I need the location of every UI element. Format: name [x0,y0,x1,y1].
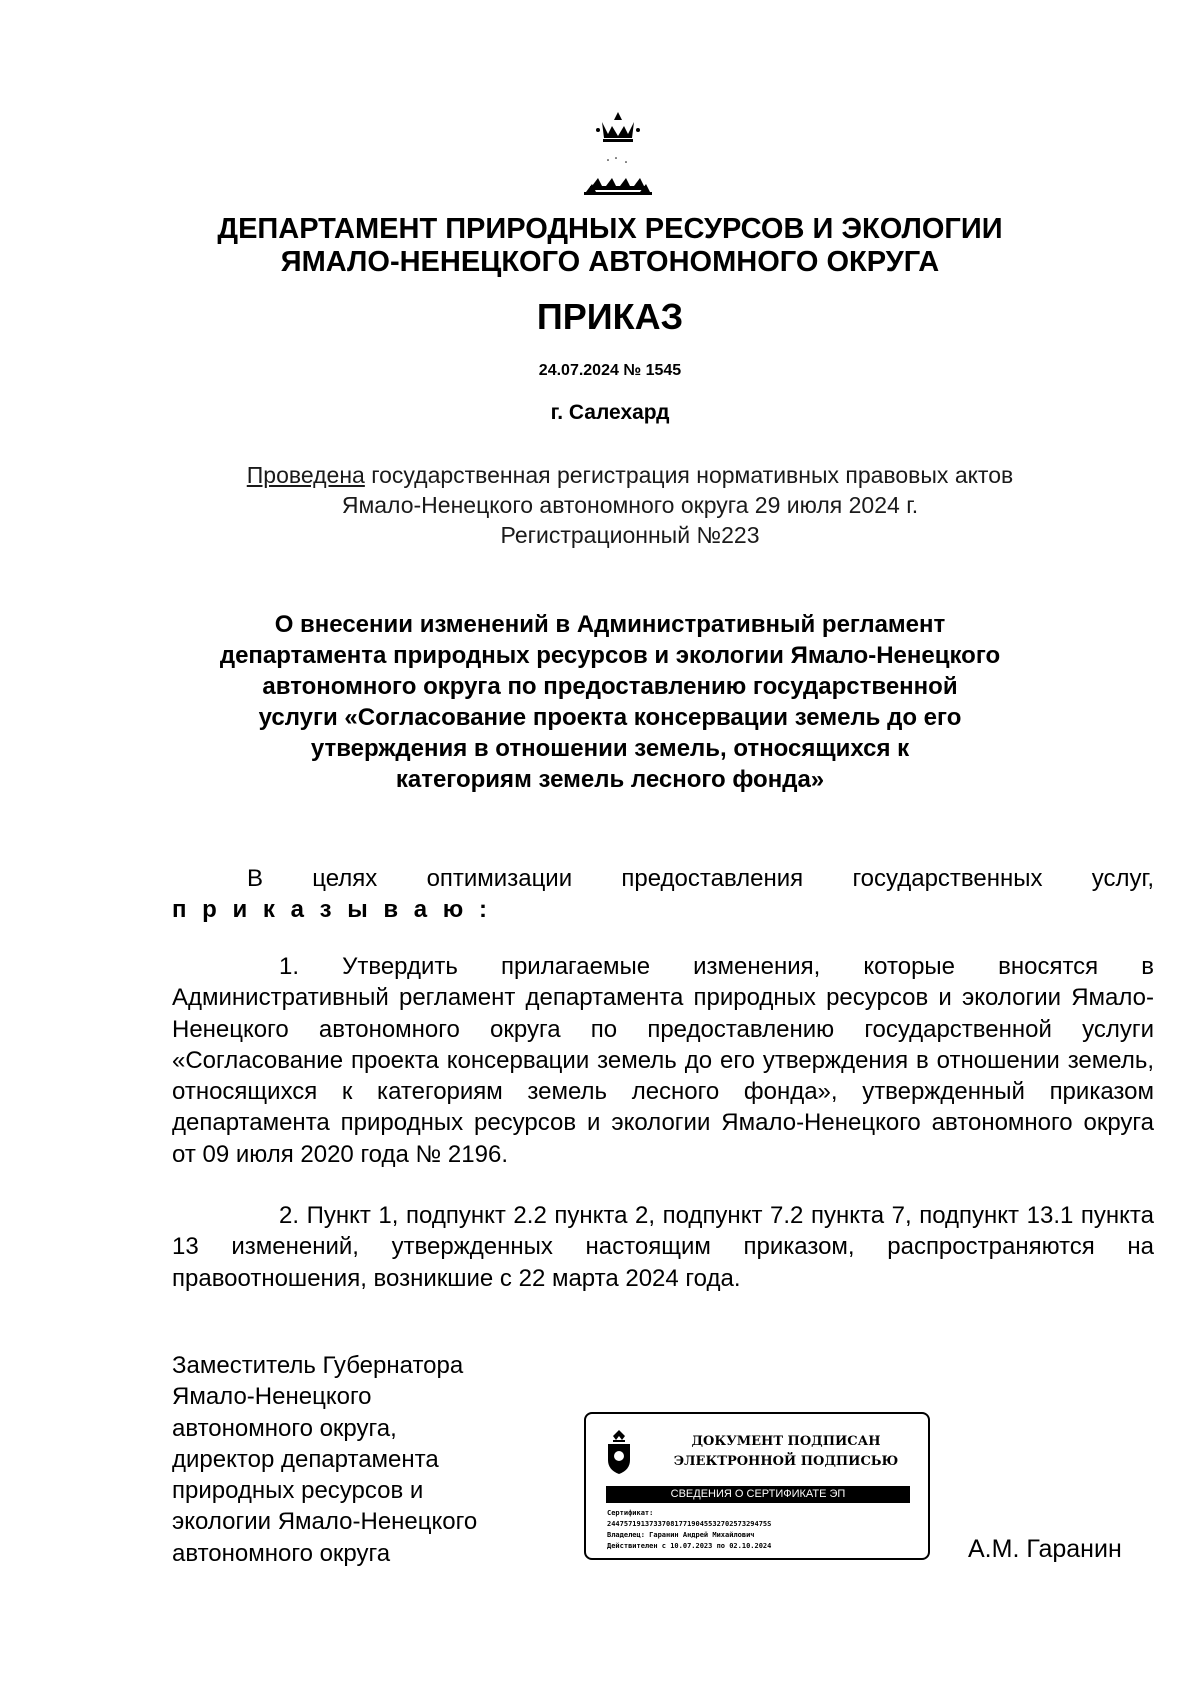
coat-of-arms-icon [578,112,658,212]
stamp-title-line-1: ДОКУМЕНТ ПОДПИСАН [691,1434,881,1449]
signer-position [172,1350,477,1569]
certificate-label: Сертификат: [607,1509,654,1517]
certificate-validity: Действителен с 10.07.2023 по 02.10.2024 [607,1542,772,1550]
registration-line-2: Ямало-Ненецкого автономного округа 29 июля 2024 г. [341,492,919,518]
order-item-1: 1. Утвердить прилагаемые изменения, которые вносятся в Административный регламент департамента природных ресурсов и экологии Ямало-Ненецкого автономного округа по предоставлению государственной услуги «Согласование проекта консервации земель до его утверждения в отношении земель, относящихся к категориям земель лесного фонда», утвержденный приказом департамента природных ресурсов и экологии Ямало-Ненецкого автономного округа от 09 июля 2020 года № 2196. [172,953,1154,1168]
order-item-2: 2. Пункт 1, подпункт 2.2 пункта 2, подпункт 7.2 пункта 7, подпункт 13.1 пункта 13 изменений, утвержденных настоящим приказом, распространяются на правоотношения, возникшие с 22 марта 2024 года. [172,1202,1154,1292]
order-number: 24.07.2024 № 1545 [538,362,682,379]
order-subject [170,609,1050,795]
registration-note [150,460,1110,550]
signer-position-line: природных ресурсов и [172,1477,424,1505]
signer-position-line: автономного округа [172,1539,391,1567]
stamp-certificate-bar: СВЕДЕНИЯ О СЕРТИФИКАТЕ ЭП [606,1486,910,1503]
department-name-line-1: ДЕПАРТАМЕНТ ПРИРОДНЫХ РЕСУРСОВ И ЭКОЛОГИИ [217,213,1003,245]
preamble [172,863,1154,926]
signer-position-line: экологии Ямало-Ненецкого [172,1508,478,1536]
subject-line-3: автономного округа по предоставлению государственной [262,673,958,700]
signer-position-line: Ямало-Ненецкого [172,1383,372,1411]
city: г. Салехард [550,401,670,424]
stamp-certificate-info [607,1508,917,1552]
subject-line-4: услуги «Согласование проекта консервации земель до его [258,704,962,731]
subject-line-6: категориям земель лесного фонда» [395,766,825,793]
stamp-title [656,1432,916,1472]
signer-position-line: автономного округа, [172,1414,397,1442]
signer-position-line: Заместитель Губернатора [172,1352,464,1379]
subject-line-2: департамента природных ресурсов и экологии Ямало-Ненецкого [219,642,1001,669]
certificate-owner: Владелец: Гаранин Андрей Михайлович [607,1531,755,1539]
document-type: ПРИКАЗ [536,296,684,337]
subject-line-5: утверждения в отношении земель, относящихся к [310,735,910,762]
registration-line-1 [150,460,1110,490]
electronic-signature-stamp [584,1412,930,1560]
emblem-icon [604,1430,634,1474]
stamp-title-line-2: ЭЛЕКТРОННОЙ ПОДПИСЬЮ [673,1454,899,1469]
department-name [160,213,1060,279]
registration-underlined: Проведена [246,462,365,488]
department-name-line-2: ЯМАЛО-НЕНЕЦКОГО АВТОНОМНОГО ОКРУГА [280,246,940,278]
certificate-value: 24475719137337081771904553270257329475S [607,1520,772,1528]
signer-position-line: директор департамента [172,1445,439,1473]
registration-line-1-rest: государственная регистрация нормативных правовых актов [364,462,1014,488]
signer-name: А.М. Гаранин [968,1535,1122,1563]
subject-line-1: О внесении изменений в Административный регламент [274,611,946,638]
order-word: п р и к а з ы в а ю : [172,896,492,924]
preamble-text: В целях оптимизации предоставления государственных услуг, [247,865,1154,892]
registration-line-3: Регистрационный №223 [500,522,760,548]
